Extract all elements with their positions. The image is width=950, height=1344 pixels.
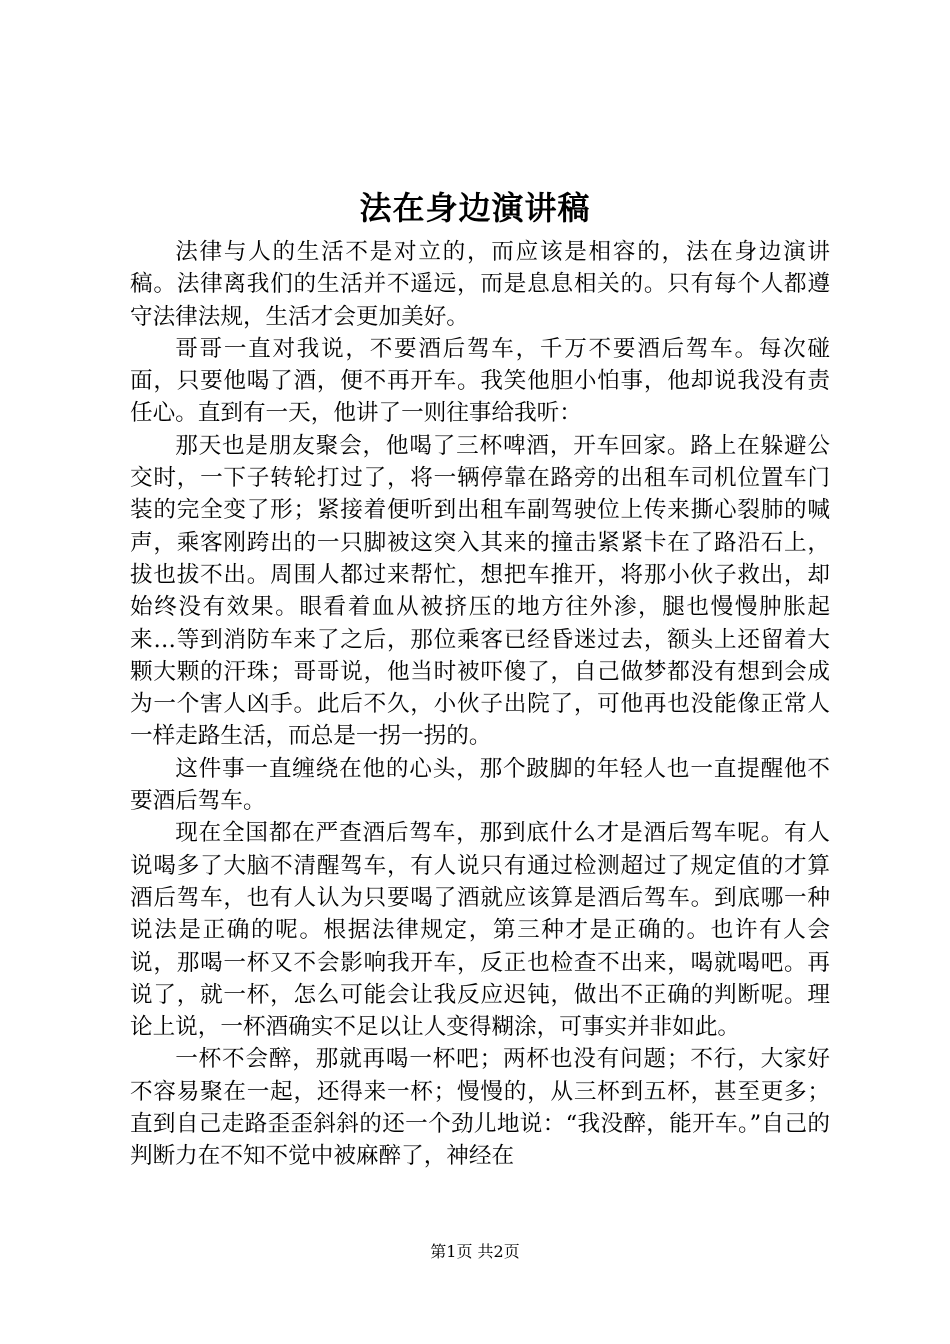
page-number: 第1页 共2页 (430, 1242, 520, 1261)
paragraph: 现在全国都在严查酒后驾车，那到底什么才是酒后驾车呢。有人说喝多了大脑不清醒驾车，有人说只有通过检测超过了规定值的才算酒后驾车，也有人认为只要喝了酒就应该算是酒后驾车。到底哪一种说法是正确的呢。根据法律规定，第三种才是正确的。也许有人会说，那喝一杯又不会影响我开车，反正也检查不出来，喝就喝吧。再说了，就一杯，怎么可能会让我反应迟钝，做出不正确的判断呢。理论上说，一杯酒确实不足以让人变得糊涂，可事实并非如此。 (130, 820, 830, 1041)
paragraph: 那天也是朋友聚会，他喝了三杯啤酒，开车回家。路上在躲避公交时，一下子转轮打过了，将一辆停靠在路旁的出租车司机位置车门装的完全变了形；紧接着便听到出租车副驾驶位上传来撕心裂肺的喊声，乘客刚跨出的一只脚被这突入其来的撞击紧紧卡在了路沿石上，拔也拔不出。周围人都过来帮忙，想把车推开，将那小伙子救出，却始终没有效果。眼看着血从被挤压的地方往外渗，腿也慢慢肿胀起来…等到消防车来了之后，那位乘客已经昏迷过去，额头上还留着大颗大颗的汗珠；哥哥说，他当时被吓傻了，自己做梦都没有想到会成为一个害人凶手。此后不久，小伙子出院了，可他再也没能像正常人一样走路生活，而总是一拐一拐的。 (130, 432, 830, 750)
document-body (130, 236, 830, 1173)
paragraph: 一杯不会醉，那就再喝一杯吧；两杯也没有问题；不行，大家好不容易聚在一起，还得来一杯；慢慢的，从三杯到五杯，甚至更多；直到自己走路歪歪斜斜的还一个劲儿地说：“我没醉，能开车。”自己的判断力在不知不觉中被麻醉了，神经在 (130, 1046, 830, 1170)
paragraph: 哥哥一直对我说，不要酒后驾车，千万不要酒后驾车。每次碰面，只要他喝了酒，便不再开车。我笑他胆小怕事，他却说我没有责任心。直到有一天，他讲了一则往事给我听： (130, 335, 830, 427)
paragraph: 法律与人的生活不是对立的，而应该是相容的，法在身边演讲稿。法律离我们的生活并不遥远，而是息息相关的。只有每个人都遵守法律法规，生活才会更加美好。 (130, 239, 830, 330)
page-footer (0, 1240, 950, 1264)
document-title: 法在身边演讲稿 (359, 189, 591, 227)
paragraph: 这件事一直缠绕在他的心头，那个跛脚的年轻人也一直提醒他不要酒后驾车。 (130, 755, 830, 815)
